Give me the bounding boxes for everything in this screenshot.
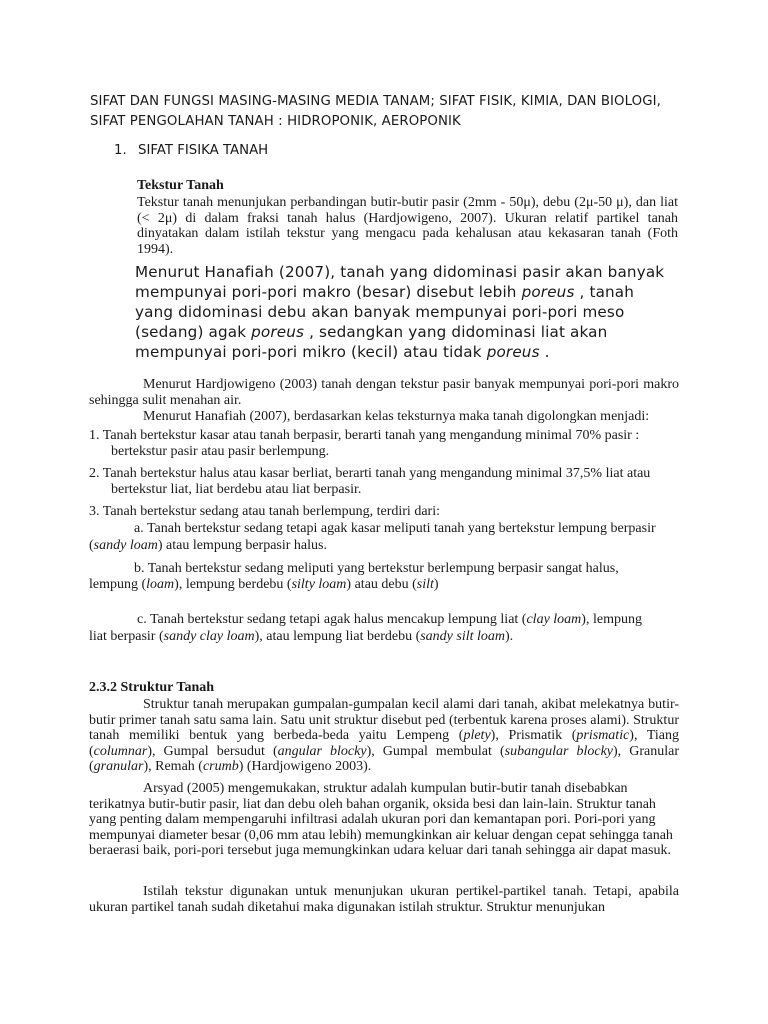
document-title: SIFAT DAN FUNGSI MASING-MASING MEDIA TANAM; SIFAT FISIK, KIMIA, DAN BIOLOGI, SIFAT PENGOLAHAN TANAH : HIDROPONIK, AEROPONIK (90, 94, 661, 129)
paragraph: Menurut Hanafiah (2007), berdasarkan kelas teksturnya maka tanah digolongkan menjadi: (143, 409, 650, 424)
section-heading (114, 143, 268, 158)
section-number: 1. (114, 143, 127, 158)
paragraph-large: Menurut Hanafiah (2007), tanah yang didominasi pasir akan banyak mempunyai pori-pori makro (besar) disebut lebih poreus , tanah yang didominasi debu akan banyak mempunyai pori-pori meso (sedang) agak poreus , sedangkan yang didominasi liat akan mempunyai pori-pori mikro (kecil) atau tidak poreus . (135, 263, 665, 361)
sublist-item-b: b. Tanah bertekstur sedang meliputi yang bertekstur berlempung berpasir sangat halus, (134, 561, 619, 576)
list-item: 3. Tanah bertekstur sedang atau tanah berlempung, terdiri dari: (89, 504, 440, 519)
list-item-continued: bertekstur pasir atau pasir berlempung. (111, 444, 330, 459)
section-title: SIFAT FISIKA TANAH (138, 143, 269, 158)
paragraph: Menurut Hardjowigeno (2003) tanah dengan tekstur pasir banyak mempunyai pori-pori makro sehingga sulit menahan air. (89, 377, 679, 408)
sublist-item-c-continued: liat berpasir (sandy clay loam), atau lempung liat berdebu (sandy silt loam). (89, 629, 514, 644)
sublist-item-a-continued: (sandy loam) atau lempung berpasir halus. (89, 538, 327, 553)
sublist-item-c: c. Tanah bertekstur sedang tetapi agak halus mencakup lempung liat (clay loam), lempung (137, 612, 642, 627)
paragraph: Istilah tekstur digunakan untuk menunjukan ukuran pertikel-partikel tanah. Tetapi, apabila ukuran partikel tanah sudah diketahui maka digunakan istilah struktur. Struktur menunjukan (89, 884, 679, 915)
list-item: 2. Tanah bertekstur halus atau kasar berliat, berarti tanah yang mengandung minimal 37,5% liat atau (89, 466, 651, 481)
subsection-heading-struktur: 2.3.2 Struktur Tanah (89, 680, 215, 695)
sublist-item-b-continued: lempung (loam), lempung berdebu (silty loam) atau debu (silt) (89, 577, 439, 592)
subsection-heading-tekstur: Tekstur Tanah (137, 178, 224, 193)
list-item: 1. Tanah bertekstur kasar atau tanah berpasir, berarti tanah yang mengandung minimal 70% pasir : (89, 428, 640, 443)
paragraph: Tekstur tanah menunjukan perbandingan butir-butir pasir (2mm - 50μ), debu (2μ-50 μ), dan liat (< 2μ) di dalam fraksi tanah halus (Hardjowigeno, 2007). Ukuran relatif partikel tanah dinyatakan dalam istilah tekstur yang mengacu pada kehalusan atau kekasaran tanah (Foth 1994). (137, 195, 678, 257)
list-item-continued: bertekstur liat, liat berdebu atau liat berpasir. (111, 482, 362, 497)
sublist-item-a: a. Tanah bertekstur sedang tetapi agak kasar meliputi tanah yang bertekstur lempung berpasir (134, 521, 656, 536)
paragraph: Arsyad (2005) mengemukakan, struktur adalah kumpulan butir-butir tanah disebabkan terikatnya butir-butir pasir, liat dan debu oleh bahan organik, oksida besi dan lain-lain. Struktur tanah yang penting dalam mempengaruhi infiltrasi adalah ukuran pori dan kemantapan pori. Pori-pori yang mempunyai diameter besar (0,06 mm atau lebih) memungkinkan air keluar dengan cepat sehingga tanah beraerasi baik, pori-pori tersebut juga memungkinkan udara keluar dari tanah sehingga air dapat masuk. (89, 781, 673, 858)
paragraph: Struktur tanah merupakan gumpalan-gumpalan kecil alami dari tanah, akibat melekatnya butir-butir primer tanah satu sama lain. Satu unit struktur disebut ped (terbentuk karena proses alami). Struktur tanah memiliki bentuk yang berbeda-beda yaitu Lempeng (plety), Prismatik (prismatic), Tiang (columnar), Gumpal bersudut (angular blocky), Gumpal membulat (subangular blocky), Granular (granular), Remah (crumb) (Hardjowigeno 2003). (89, 697, 679, 774)
